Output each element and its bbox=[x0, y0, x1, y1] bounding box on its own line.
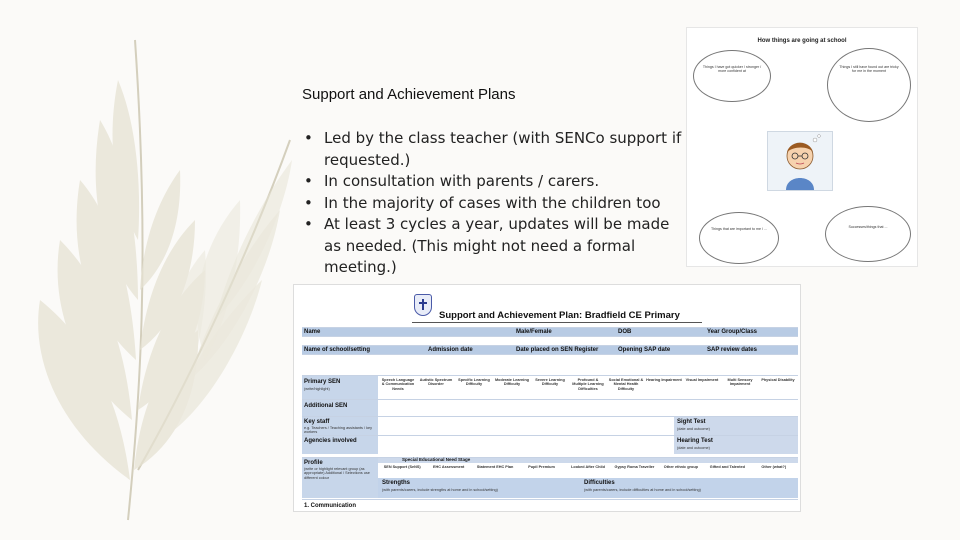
bullet-item: • In consultation with parents / carers. bbox=[302, 171, 682, 193]
hearing-test-label: Hearing Test bbox=[677, 438, 713, 444]
hearing-test-sub: (date and outcome) bbox=[677, 446, 710, 450]
dob-label: DOB bbox=[618, 329, 632, 335]
communication-label: 1. Communication bbox=[304, 503, 357, 509]
sen-category-cell: Autistic Spectrum Disorder bbox=[419, 378, 453, 387]
need-stage-cell: Other (what?) bbox=[761, 465, 787, 469]
opening-sap-label: Opening SAP date bbox=[618, 347, 671, 353]
decorative-leaf-illustration bbox=[0, 0, 300, 540]
sen-category-cell: Hearing Impairment bbox=[646, 378, 682, 382]
form-row-additional-sen bbox=[302, 399, 798, 416]
additional-sen-label: Additional SEN bbox=[304, 403, 348, 409]
bullet-item: • Led by the class teacher (with SENCo support if requested.) bbox=[302, 128, 682, 171]
difficulties-sub: (with parents/carers, include difficulties at home and in school/setting) bbox=[584, 488, 701, 492]
form-row-key-staff bbox=[302, 416, 798, 436]
need-stage-cell: Gypsy Roma Traveller bbox=[614, 465, 655, 469]
form-title: Support and Achievement Plan: Bradfield CE Primary bbox=[439, 310, 680, 321]
name-label: Name bbox=[304, 329, 321, 335]
sen-register-label: Date placed on SEN Register bbox=[516, 347, 599, 353]
sen-category-cell: Visual Impairment bbox=[685, 378, 719, 382]
need-stage-cell: Pupil Premium bbox=[528, 465, 555, 469]
thought-cloud-top-left bbox=[693, 50, 771, 102]
worksheet-title: How things are going at school bbox=[757, 38, 847, 44]
form-row-profile bbox=[302, 457, 798, 498]
cloud-text: Things I have got quicker / stronger / more confident at bbox=[702, 65, 762, 73]
admission-label: Admission date bbox=[428, 347, 473, 353]
cloud-text: Things that are important to me / ... bbox=[711, 227, 767, 231]
child-figure-icon bbox=[768, 132, 832, 190]
sen-category-cell: Speech Language & Communication Needs bbox=[381, 378, 415, 391]
thought-cloud-bottom-right bbox=[825, 206, 911, 262]
gender-label: Male/Female bbox=[516, 329, 552, 335]
strengths-sub: (with parents/carers, include strengths at home and in school/setting) bbox=[382, 488, 498, 492]
sen-category-cell: Physical Disability bbox=[761, 378, 795, 382]
need-stage-cell: Statement EHC Plan bbox=[476, 465, 514, 469]
need-stage-cell: Other ethnic group bbox=[663, 465, 698, 469]
bullet-item: • At least 3 cycles a year, updates will be made as needed. (This might not need a formal meeting.) bbox=[302, 214, 682, 279]
sen-category-cell: Multi Sensory Impairment bbox=[727, 378, 753, 387]
primary-sen-label: Primary SEN bbox=[304, 379, 341, 385]
sen-category-cell: Social Emotional & Mental Health Difficulty bbox=[608, 378, 644, 391]
primary-sen-sub: (write/highlight) bbox=[304, 387, 330, 391]
title-divider bbox=[412, 322, 702, 323]
sight-test-label: Sight Test bbox=[677, 419, 706, 425]
thought-cloud-top-right bbox=[827, 48, 911, 122]
key-staff-label: Key staff bbox=[304, 419, 330, 425]
review-dates-label: SAP review dates bbox=[707, 347, 757, 353]
form-row-agencies bbox=[302, 435, 798, 454]
key-staff-sub: e.g. Teachers / Teaching assistants / key workers bbox=[304, 426, 373, 435]
form-row-school-blank bbox=[302, 354, 798, 375]
sen-category-cell: Severe Learning Difficulty bbox=[535, 378, 565, 387]
slide-title: Support and Achievement Plans bbox=[302, 86, 516, 103]
sen-category-cell: Specific Learning Difficulty bbox=[458, 378, 490, 387]
need-stage-label: Special Educational Need Stage bbox=[402, 457, 471, 462]
school-label: Name of school/setting bbox=[304, 347, 371, 353]
form-row-name-blank bbox=[302, 336, 798, 345]
agencies-label: Agencies involved bbox=[304, 438, 357, 444]
sen-category-cell: Profound & Multiple Learning Difficulties bbox=[572, 378, 604, 391]
child-cartoon-image bbox=[767, 131, 833, 191]
difficulties-label: Difficulties bbox=[584, 480, 615, 486]
worksheet-thumbnail bbox=[686, 27, 918, 267]
school-crest-icon bbox=[414, 294, 432, 316]
form-row-primary-sen bbox=[302, 375, 798, 400]
form-header bbox=[294, 285, 800, 325]
bullet-list bbox=[302, 128, 682, 279]
strengths-label: Strengths bbox=[382, 480, 411, 486]
bullet-item: • In the majority of cases with the children too bbox=[302, 193, 682, 215]
need-stage-cell: SEN Support (SeNS) bbox=[383, 465, 421, 469]
year-group-label: Year Group/Class bbox=[707, 329, 758, 335]
profile-label: Profile bbox=[304, 460, 323, 466]
cloud-text: Successes/things that ... bbox=[848, 225, 888, 229]
need-stage-cell: Gifted and Talented bbox=[709, 465, 745, 469]
form-row-communication bbox=[302, 499, 798, 512]
sap-form-image bbox=[293, 284, 801, 512]
profile-sub: (write or highlight relevant group (as appropriate) Additional / Selections use different colour bbox=[304, 467, 370, 480]
need-stage-cell: Looked After Child bbox=[571, 465, 605, 469]
thought-cloud-bottom-left bbox=[699, 212, 779, 264]
cloud-text: Things I still have found out are tricky for me in the moment bbox=[839, 65, 899, 73]
need-stage-cell: EHC Assessment bbox=[433, 465, 465, 469]
sen-category-cell: Moderate Learning Difficulty bbox=[495, 378, 529, 387]
sight-test-sub: (date and outcome) bbox=[677, 427, 710, 431]
